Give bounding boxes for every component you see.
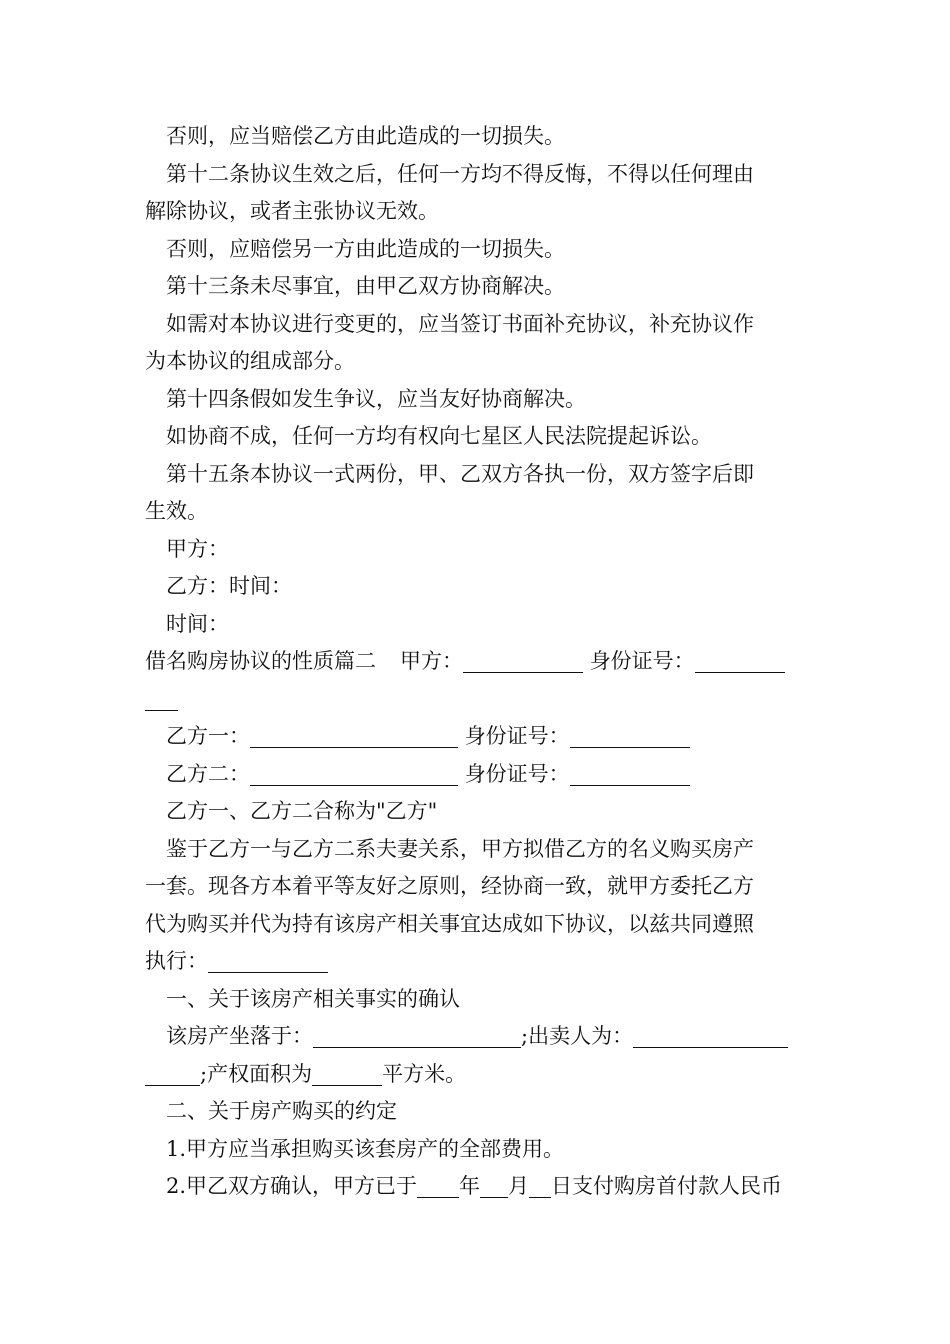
preamble-continuation: 代为购买并代为持有该房产相关事宜达成如下协议，以兹共同遵照 [145, 911, 754, 936]
party-b2-id-blank [570, 763, 690, 786]
paragraph: 否则，应赔偿另一方由此造成的一切损失。 [166, 236, 565, 261]
id-label: 身份证号： [464, 761, 570, 786]
section2-header-line [145, 643, 810, 681]
location-line [145, 1018, 810, 1056]
party-a-id-blank-continuation [145, 681, 810, 719]
id-label: 身份证号： [464, 724, 570, 748]
party-b2-label: 乙方二： [166, 761, 250, 786]
item2-suffix: 日支付购房首付款人民币 [551, 1174, 783, 1198]
party-b1-id-blank [570, 725, 690, 748]
party-b1-line [145, 718, 810, 756]
heading-2: 二、关于房产购买的约定 [166, 1099, 397, 1123]
party-b2-blank [250, 763, 458, 786]
preamble-execute-line [145, 943, 810, 981]
joint-name: 乙方一、乙方二合称为"乙方" [166, 799, 438, 823]
list-item-1: 1.甲方应当承担购买该套房产的全部费用。 [166, 1136, 565, 1161]
party-b2-line [145, 756, 810, 794]
paragraph: 第十三条未尽事宜，由甲乙双方协商解决。 [166, 274, 565, 298]
paragraph: 否则，应当赔偿乙方由此造成的一切损失。 [166, 124, 565, 148]
party-b1-blank [250, 725, 458, 748]
execute-blank [208, 950, 328, 973]
seller-label: ;出卖人为： [521, 1024, 634, 1048]
month-label: 月 [508, 1174, 530, 1198]
signature-date: 时间： [166, 611, 229, 636]
execute-label: 执行： [145, 949, 208, 973]
area-label: ;产权面积为 [200, 1061, 313, 1086]
seller-blank [633, 1025, 788, 1048]
party-a-label: 甲方： [400, 649, 463, 673]
party-a-blank [463, 650, 583, 673]
area-blank [312, 1063, 382, 1086]
area-line [145, 1056, 810, 1094]
paragraph-continuation: 为本协议的组成部分。 [145, 349, 355, 373]
paragraph: 第十四条假如发生争议，应当友好协商解决。 [166, 386, 586, 411]
preamble: 鉴于乙方一与乙方二系夫妻关系，甲方拟借乙方的名义购买房产 [166, 836, 754, 861]
list-item-2 [145, 1168, 810, 1206]
seller-blank-continuation [145, 1063, 200, 1086]
year-blank [417, 1175, 459, 1198]
location-label: 该房产坐落于： [166, 1024, 313, 1048]
signature-party-b: 乙方：时间： [166, 574, 292, 598]
heading-1: 一、关于该房产相关事实的确认 [166, 986, 460, 1011]
month-blank [480, 1175, 508, 1198]
paragraph-continuation: 解除协议，或者主张协议无效。 [145, 199, 439, 223]
paragraph: 如协商不成，任何一方均有权向七星区人民法院提起诉讼。 [166, 424, 712, 448]
paragraph: 第十五条本协议一式两份，甲、乙双方各执一份，双方签字后即 [166, 461, 754, 486]
area-unit: 平方米。 [382, 1061, 467, 1086]
document-body [145, 118, 810, 1206]
day-blank [529, 1175, 551, 1198]
party-a-id-blank [695, 650, 785, 673]
location-blank [313, 1025, 521, 1048]
section2-title: 借名购房协议的性质篇二 [145, 649, 376, 673]
year-label: 年 [459, 1174, 481, 1198]
party-b1-label: 乙方一： [166, 724, 250, 748]
item2-prefix: 2.甲乙双方确认，甲方已于 [166, 1174, 418, 1198]
preamble-continuation: 一套。现各方本着平等友好之原则，经协商一致，就甲方委托乙方 [145, 874, 754, 898]
id-label: 身份证号： [589, 649, 695, 673]
paragraph: 第十二条协议生效之后，任何一方均不得反悔，不得以任何理由 [166, 161, 754, 186]
paragraph-continuation: 生效。 [145, 499, 208, 523]
signature-party-a: 甲方： [166, 536, 229, 561]
paragraph: 如需对本协议进行变更的，应当签订书面补充协议，补充协议作 [166, 311, 754, 336]
